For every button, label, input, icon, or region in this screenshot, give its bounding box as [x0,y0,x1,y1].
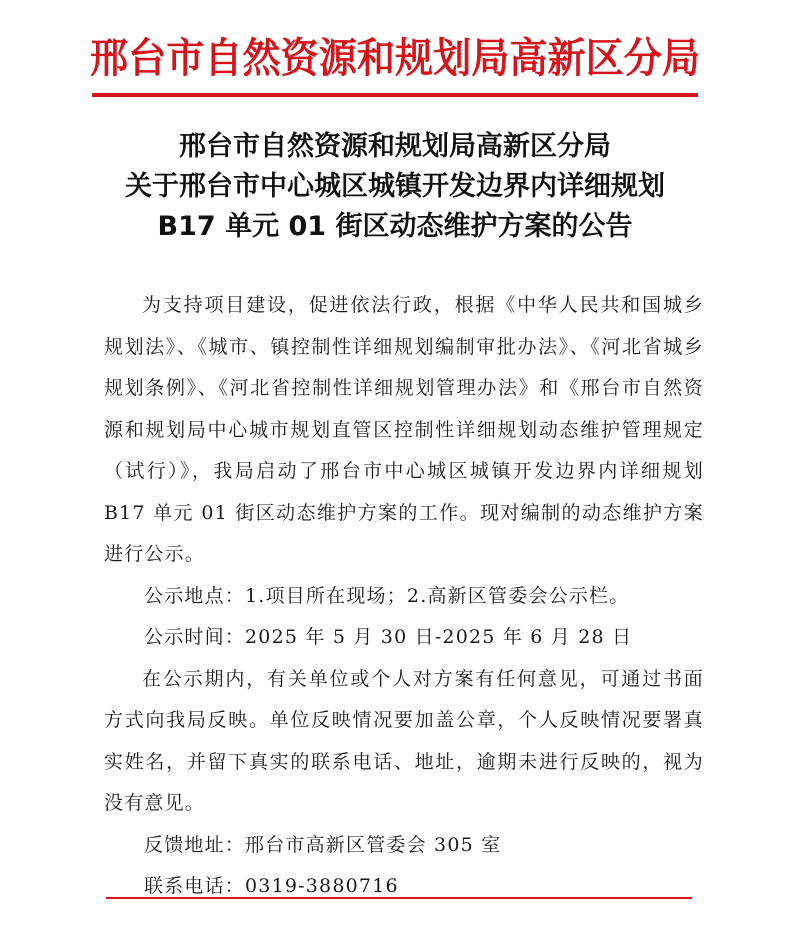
feedback-address: 反馈地址：邢台市高新区管委会 305 室 [144,833,502,856]
notice-body [104,285,704,908]
footer-divider [106,897,692,899]
notice-title [60,127,730,247]
title-line-3: B17 单元 01 街区动态维护方案的公告 [157,211,633,242]
title-line-2: 关于邢台市中心城区城镇开发边界内详细规划 [125,171,665,202]
title-line-1: 邢台市自然资源和规划局高新区分局 [179,131,611,162]
contact-phone: 联系电话：0319-3880716 [144,875,399,897]
header-divider [92,93,698,97]
feedback-paragraph: 在公示期内，有关单位或个人对方案有任何意见，可通过书面方式向我局反映。单位反映情况要加盖公章，个人反映情况要署真实姓名，并留下真实的联系电话、地址，逾期未进行反映的，视为没有意见。 [104,667,704,814]
organization-header: 邢台市自然资源和规划局高新区分局 [89,34,701,82]
publicity-location: 公示地点：1.项目所在现场；2.高新区管委会公示栏。 [144,584,630,607]
publicity-time: 公示时间：2025 年 5 月 30 日-2025 年 6 月 28 日 [144,626,633,648]
intro-paragraph: 为支持项目建设，促进依法行政，根据《中华人民共和国城乡规划法》、《城市、镇控制性详细规划编制审批办法》、《河北省城乡规划条例》、《河北省控制性详细规划管理办法》和《邢台市自然资源和规划局中心城市规划直管区控制性详细规划动态维护管理规定（试行）》，我局启动了邢台市中心城区城镇开发边界内详细规划 B17 单元 01 街区动态维护方案的工作。现对编制的动态维护方案进行公示。 [104,294,704,565]
